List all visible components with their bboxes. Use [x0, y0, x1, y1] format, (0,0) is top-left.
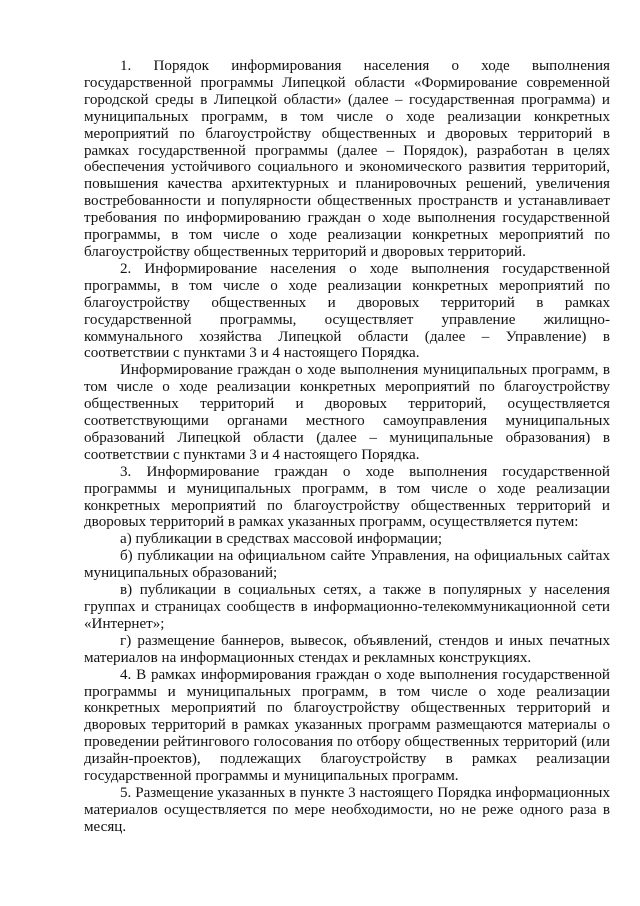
list-item-g: г) размещение баннеров, вывесок, объявлений, стендов и иных печатных материалов на информационных стендах и рекламных конструкциях. — [84, 632, 610, 666]
paragraph-2-municipal: Информирование граждан о ходе выполнения муниципальных программ, в том числе о ходе реализации конкретных мероприятий по благоустройству общественных территорий и дворовых территорий, осуществляется соответствующими органами местного самоуправления муниципальных образований Липецкой области (далее – муниципальные образования) в соответствии с пунктами 3 и 4 настоящего Порядка. — [84, 362, 610, 463]
list-item-a: а) публикации в средствах массовой информации; — [120, 531, 443, 548]
paragraph-3: 3. Информирование граждан о ходе выполнения государственной программы и муниципальных программ, в том числе о ходе реализации конкретных мероприятий по благоустройству общественных территорий и дворовых территорий в рамках указанных программ, осуществляется путем: — [84, 463, 610, 531]
list-item-b: б) публикации на официальном сайте Управления, на официальных сайтах муниципальных образований; — [84, 548, 610, 582]
paragraph-4: 4. В рамках информирования граждан о ходе выполнения государственной программы и муниципальных программ, в том числе о ходе реализации конкретных мероприятий по благоустройству общественных территорий и дворовых территорий в рамках указанных программ размещаются материалы о проведении рейтингового голосования по отбору общественных территорий (или дизайн-проектов), подлежащих благоустройству в рамках реализации государственной программы и муниципальных программ. — [84, 666, 610, 785]
paragraph-1: 1. Порядок информирования населения о ходе выполнения государственной программы Липецкой области «Формирование современной городской среды в Липецкой области» (далее – государственная программа) и муниципальных программ, в том числе о ходе реализации конкретных мероприятий по благоустройству общественных и дворовых территорий в рамках государственной программы (далее – Порядок), разработан в целях обеспечения устойчивого социального и экономического развития территорий, повышения качества архитектурных и планировочных решений, увеличения востребованности и популярности общественных пространств и устанавливает требования по информированию граждан о ходе выполнения государственной программы, в том числе о ходе реализации конкретных мероприятий по благоустройству общественных территорий и дворовых территорий. — [84, 58, 610, 260]
paragraph-5: 5. Размещение указанных в пункте 3 настоящего Порядка информационных материалов осуществляется по мере необходимости, но не реже одного раза в месяц. — [84, 784, 610, 835]
document-page — [84, 58, 610, 836]
paragraph-2: 2. Информирование населения о ходе выполнения государственной программы, в том числе о ходе реализации конкретных мероприятий по благоустройству общественных и дворовых территорий в рамках государственной программы, осуществляет управление жилищно-коммунального хозяйства Липецкой области (далее – Управление) в соответствии с пунктами 3 и 4 настоящего Порядка. — [84, 260, 610, 362]
list-item-v: в) публикации в социальных сетях, а также в популярных у населения группах и страницах сообществ в информационно-телекоммуникационной сети «Интернет»; — [84, 582, 610, 632]
